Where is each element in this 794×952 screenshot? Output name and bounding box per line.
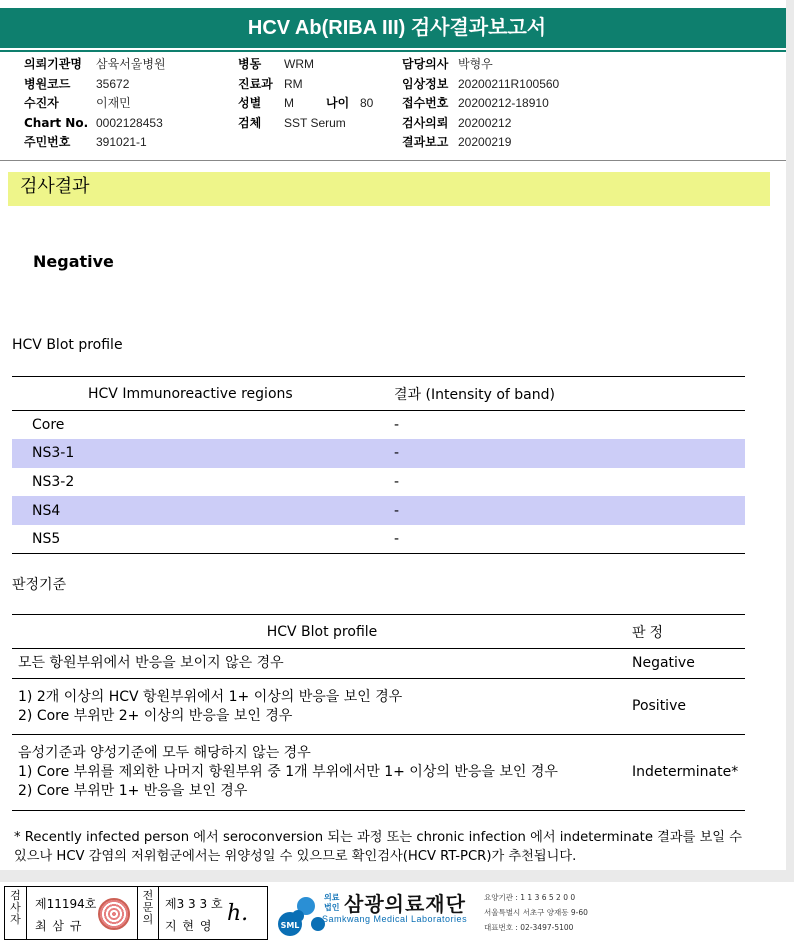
info-row (24, 94, 166, 114)
signature-box (4, 886, 268, 940)
info-key: 결과보고 (402, 135, 449, 149)
title-divider (0, 50, 794, 52)
region-cell: NS5 (12, 525, 394, 554)
criteria-line: 2) Core 부위만 2+ 이상의 반응을 보인 경우 (18, 707, 293, 724)
page-edge (786, 0, 794, 870)
patient-info-column-3 (402, 55, 559, 153)
info-row (238, 55, 373, 75)
info-key: 의뢰기관명 (24, 57, 82, 71)
seal-stamp-icon (98, 898, 130, 930)
criteria-cell (12, 679, 626, 735)
info-value: 박형우 (458, 57, 493, 71)
inspector-name: 최 삼 규 (35, 919, 83, 933)
table-row (12, 411, 745, 440)
org-english-name: Samkwang Medical Laboratories (322, 914, 468, 924)
info-key: 나이 (326, 96, 350, 110)
footer-separator (0, 870, 794, 882)
criteria-line: 음성기준과 양성기준에 모두 해당하지 않는 경우 (18, 745, 311, 761)
info-key: 진료과 (238, 76, 273, 91)
info-value: 20200212 (458, 115, 512, 130)
info-key: 접수번호 (402, 96, 449, 110)
criteria-label: 판정기준 (12, 577, 67, 593)
age-field (326, 96, 373, 110)
info-row (24, 55, 166, 75)
info-row (402, 94, 559, 114)
criteria-table (12, 614, 745, 811)
table-row (12, 525, 745, 554)
intensity-cell: - (394, 496, 745, 525)
info-key: 임상정보 (402, 76, 449, 91)
region-cell: Core (32, 417, 65, 434)
info-key: Chart No. (24, 115, 89, 130)
table-row (12, 679, 745, 735)
info-row (24, 133, 166, 153)
specialist-label: 전문의 (137, 887, 159, 939)
table-row (12, 496, 745, 525)
criteria-line: 1) 2개 이상의 HCV 항원부위에서 1+ 이상의 반응을 보인 경우 (18, 688, 403, 705)
criteria-line: 2) Core 부위만 1+ 반응을 보인 경우 (18, 783, 248, 799)
info-value: SST Serum (284, 115, 346, 130)
info-key: 주민번호 (24, 135, 71, 149)
info-key: 검사의뢰 (402, 115, 449, 130)
column-header-verdict: 판정 (626, 615, 745, 649)
info-value: 20200212-18910 (458, 96, 549, 110)
info-row (238, 75, 373, 95)
intensity-cell: - (394, 417, 400, 434)
column-header-regions: HCV Immunoreactive regions (12, 377, 394, 411)
info-value: 20200219 (458, 135, 512, 149)
table-row (12, 735, 745, 811)
column-header-intensity: 결과 (Intensity of band) (394, 377, 745, 411)
verdict-cell: Positive (626, 679, 745, 735)
org-type: 의료법인 (324, 893, 340, 912)
info-divider (0, 160, 794, 161)
blot-profile-table (12, 376, 745, 554)
info-key: 수진자 (24, 96, 59, 110)
region-cell: NS3-1 (12, 439, 394, 468)
info-row (402, 75, 559, 95)
info-value: 0002128453 (96, 115, 163, 130)
column-header-profile: HCV Blot profile (12, 615, 626, 649)
verdict-cell: Indeterminate* (626, 735, 745, 811)
footnote: * Recently infected person 에서 seroconversion 되는 과정 또는 chronic infection 에서 indeterminate 결과를 보일 수 있으나 HCV 감염의 저위험군에서는 위양성일 수 있으므로 확인검사(HCV RT-PCR)가 추천됩니다. (14, 830, 742, 864)
info-row (24, 75, 166, 95)
sml-logo-icon (276, 890, 328, 938)
table-row (12, 468, 745, 497)
org-contact (484, 890, 588, 935)
contact-code: 요양기관 : 1 1 3 6 5 2 0 0 (484, 893, 576, 902)
criteria-line: 1) Core 부위를 제외한 나머지 항원부위 중 1개 부위에서만 1+ 이상의 반응을 보인 경우 (18, 764, 558, 780)
report-footer (0, 884, 794, 952)
blot-profile-label: HCV Blot profile (12, 337, 123, 353)
logo-text: SML (280, 921, 300, 930)
criteria-cell (12, 649, 626, 679)
info-row (238, 94, 373, 114)
region-cell: NS4 (12, 496, 394, 525)
info-value: WRM (284, 57, 314, 71)
info-value: M (284, 96, 294, 110)
info-key: 병원코드 (24, 76, 71, 91)
info-value: 35672 (96, 76, 130, 91)
info-key: 성별 (238, 96, 262, 110)
intensity-cell: - (394, 525, 745, 554)
info-value: 이재민 (96, 96, 131, 110)
contact-address: 서울특별시 서초구 양재동 9-60 (484, 908, 588, 917)
info-value: RM (284, 76, 303, 91)
info-row (402, 55, 559, 75)
patient-info-column-2 (238, 55, 373, 133)
info-value: 80 (360, 96, 374, 110)
contact-phone: 대표번호 : 02-3497-5100 (484, 923, 574, 932)
info-row (24, 114, 166, 134)
info-row (238, 114, 373, 134)
info-key: 담당의사 (402, 57, 449, 71)
intensity-cell: - (394, 439, 745, 468)
criteria-line: 모든 항원부위에서 반응을 보이지 않은 경우 (18, 655, 284, 671)
report-title: HCV Ab(RIBA III) 검사결과보고서 (0, 8, 794, 48)
test-result-value: Negative (33, 252, 114, 271)
info-key: 병동 (238, 57, 262, 71)
org-name: 삼광의료재단 (344, 892, 466, 916)
table-row (12, 439, 745, 468)
section-title-results: 검사결과 (8, 172, 770, 206)
info-value: 391021-1 (96, 135, 147, 149)
patient-info-column-1 (24, 55, 166, 153)
info-row (402, 133, 559, 153)
info-value: 삼육서울병원 (96, 57, 166, 71)
info-row (402, 114, 559, 134)
specialist-license: 제3 3 3 호 (165, 897, 223, 911)
info-value: 20200211R100560 (458, 76, 560, 91)
info-key: 검체 (238, 115, 262, 130)
table-row (12, 649, 745, 679)
criteria-cell (12, 735, 626, 811)
signature-mark: h. (227, 901, 249, 926)
intensity-cell: - (394, 473, 400, 490)
specialist-name: 지 현 영 (165, 919, 213, 933)
verdict-cell: Negative (626, 649, 745, 679)
inspector-license: 제11194호 (35, 897, 97, 911)
inspector-label: 검사자 (5, 887, 27, 939)
region-cell: NS3-2 (32, 473, 75, 490)
